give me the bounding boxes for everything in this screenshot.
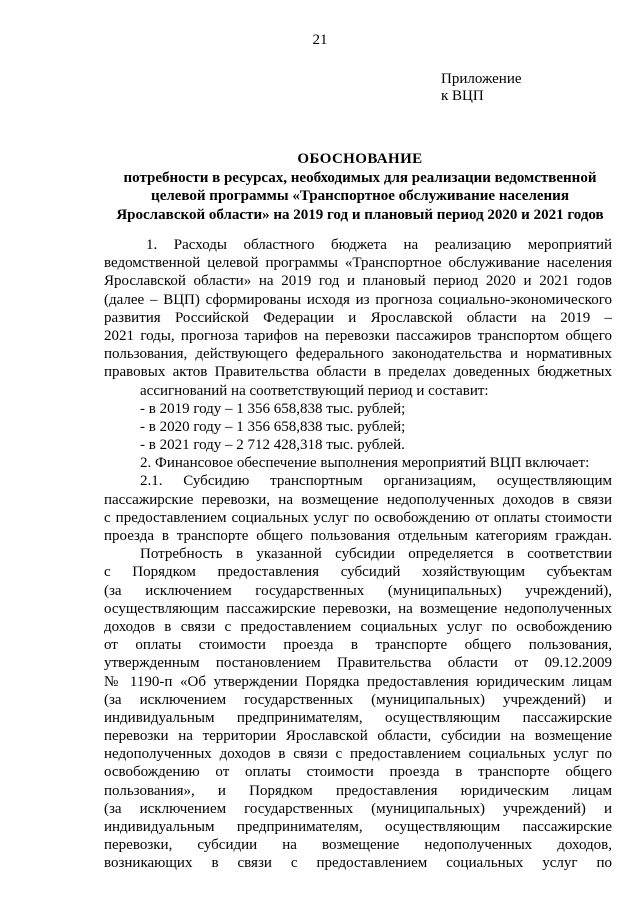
text-line: с предоставлением социальных услуг по освобождению от оплаты стоимости [104, 509, 612, 526]
text-line: 2.1. Субсидию транспортным организациям, осуществляющим [140, 473, 612, 490]
text-line: перевозки на территории Ярославской области, субсидии на возмещение [104, 728, 612, 745]
text-line: пользования, действующего федерального законодательства и нормативных [104, 346, 612, 363]
text-line: развития Российской Федерации и Ярославской области на 2019 – [104, 309, 612, 326]
text-line: 2. Финансовое обеспечение выполнения мероприятий ВЦП включает: [140, 455, 590, 472]
text-line: ассигнований на соответствующий период и составит: [140, 382, 489, 399]
text-line: индивидуальным предпринимателям, осуществляющим пассажирские [104, 709, 612, 726]
text-line: (за исключением государственных (муниципальных) учреждений), [104, 582, 612, 599]
text-line: (далее – ВЦП) сформированы исходя из прогноза социально-экономического [104, 291, 612, 308]
appendix-line: к ВЦП [441, 87, 484, 104]
text-line: индивидуальным предпринимателям, осуществляющим пассажирские [104, 819, 612, 835]
list-item: - в 2020 году – 1 356 658,838 тыс. рублей; [140, 418, 406, 435]
document-title: ОБОСНОВАНИЕ [297, 151, 423, 167]
text-line: доходов в связи с предоставлением социальных услуг по освобождению [104, 618, 612, 635]
text-line: возникающих в связи с предоставлением социальных услуг по [104, 855, 612, 872]
text-line: ведомственной целевой программы «Транспортное обслуживание населения [104, 255, 612, 272]
document-heading [100, 150, 620, 224]
text-line: пользования», и Порядком предоставления юридическим лицам [104, 782, 612, 799]
text-line: пассажирские перевозки, на возмещение недополученных доходов в связи [104, 491, 612, 508]
list-item: - в 2021 году – 2 712 428,318 тыс. рублей. [140, 437, 405, 454]
appendix-note [441, 71, 522, 104]
text-line: перевозки, субсидии на возмещение недополученных доходов, [104, 837, 612, 854]
text-line: Потребность в указанной субсидии определяется в соответствии [140, 546, 612, 563]
text-line: осуществляющим пассажирские перевозки, на возмещение недополученных [104, 600, 612, 617]
list-item: - в 2019 году – 1 356 658,838 тыс. рублей; [140, 400, 406, 417]
text-line: утвержденным постановлением Правительства области от 09.12.2009 [104, 655, 612, 672]
text-line: (за исключением государственных (муниципальных) учреждений) и [104, 800, 612, 817]
text-line: освобождению от оплаты стоимости проезда в транспорте общего [104, 764, 612, 781]
document-subtitle-line: потребности в ресурсах, необходимых для реализации ведомственной [123, 169, 597, 186]
text-line: (за исключением государственных (муниципальных) учреждений) и [104, 691, 612, 708]
text-line: 2021 годы, прогноза тарифов на перевозки пассажиров транспортом общего [104, 327, 612, 344]
appendix-line: Приложение [441, 71, 522, 87]
text-line: № 1190-п «Об утверждении Порядка предоставления юридическим лицам [104, 673, 612, 690]
text-line: проезда в транспорте общего пользования отдельным категориям граждан. [104, 528, 612, 544]
text-line: от оплаты стоимости проезда в транспорте общего пользования, [104, 637, 612, 654]
body-text [104, 236, 612, 873]
text-line: 1. Расходы областного бюджета на реализацию мероприятий [146, 237, 612, 253]
document-subtitle-line: Ярославской области» на 2019 год и плановый период 2020 и 2021 годов [116, 206, 604, 223]
text-line: с Порядком предоставления субсидий хозяйствующим субъектам [104, 564, 612, 581]
page-number: 21 [312, 32, 328, 48]
document-subtitle-line: целевой программы «Транспортное обслуживание населения [151, 188, 569, 204]
text-line: правовых актов Правительства области в пределах доведенных бюджетных [104, 364, 612, 381]
text-line: недополученных доходов в связи с предоставлением социальных услуг по [104, 746, 612, 763]
text-line: Ярославской области» на 2019 год и плановый период 2020 и 2021 годов [104, 273, 612, 290]
